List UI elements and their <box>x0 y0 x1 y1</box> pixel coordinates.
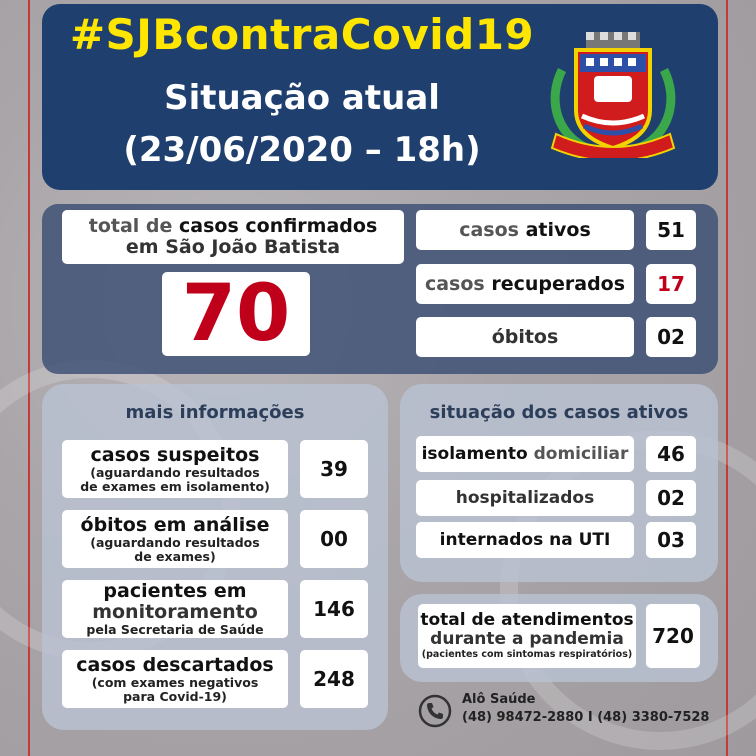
discarded-cases-value: 248 <box>313 667 355 691</box>
attendance-card: total de atendimentos durante a pandemia (pacientes com sintomas respiratórios) <box>418 604 636 668</box>
deaths-analysis-card: óbitos em análise (aguardando resultados de exames) <box>62 510 288 568</box>
recovered-cases-value-card <box>646 264 696 304</box>
active-cases-value-card <box>646 210 696 250</box>
total-cases-label-card <box>62 210 404 264</box>
active-status-title: situação dos casos ativos <box>429 402 689 423</box>
suspected-cases-value-card <box>300 440 368 498</box>
deaths-value-card <box>646 317 696 357</box>
page-subtitle: Situação atual <box>164 78 440 118</box>
deaths-analysis-value: 00 <box>320 527 348 551</box>
discarded-cases-card: casos descartados (com exames negativos para Covid-19) <box>62 650 288 708</box>
hospitalized-card: hospitalizados <box>416 480 634 516</box>
phone-icon <box>418 694 452 728</box>
icu-card: internados na UTI <box>416 522 634 558</box>
hotline-title: Alô Saúde <box>462 692 536 707</box>
discarded-cases-value-card <box>300 650 368 708</box>
suspected-cases-card: casos suspeitos (aguardando resultados de exames em isolamento) <box>62 440 288 498</box>
home-isolation-value-card <box>646 436 696 472</box>
monitoring-card: pacientes em monitoramento pela Secretaria de Saúde <box>62 580 288 638</box>
deaths-card <box>416 317 634 357</box>
deaths-label: óbitos <box>491 325 559 348</box>
hashtag-title: #SJBcontraCovid19 <box>69 10 535 59</box>
attendance-value-card <box>646 604 700 668</box>
active-cases-value: 51 <box>657 218 685 242</box>
total-cases-value-card <box>162 269 310 359</box>
home-isolation-card: isolamento domiciliar <box>416 436 634 472</box>
more-info-title: mais informações <box>125 402 305 423</box>
header-banner <box>42 4 718 190</box>
active-cases-card: casos ativos <box>416 210 634 250</box>
suspected-cases-value: 39 <box>320 457 348 481</box>
home-isolation-value: 46 <box>657 442 685 466</box>
hotline-numbers: (48) 98472-2880 I (48) 3380-7528 <box>462 710 710 725</box>
total-cases-label: total de casos confirmados <box>88 215 378 237</box>
attendance-value: 720 <box>652 624 694 648</box>
hospitalized-value: 02 <box>657 486 685 510</box>
monitoring-value-card <box>300 580 368 638</box>
recovered-cases-card: casos recuperados <box>416 264 634 304</box>
city-crest-icon <box>542 30 684 158</box>
deaths-analysis-value-card <box>300 510 368 568</box>
deaths-value: 02 <box>657 325 685 349</box>
icu-value-card <box>646 522 696 558</box>
hospitalized-value-card <box>646 480 696 516</box>
recovered-cases-value: 17 <box>657 272 685 296</box>
city-name-label: em São João Batista <box>125 236 341 258</box>
report-datetime: (23/06/2020 – 18h) <box>123 130 481 170</box>
total-cases-value: 70 <box>181 269 291 359</box>
monitoring-value: 146 <box>313 597 355 621</box>
icu-value: 03 <box>657 528 685 552</box>
